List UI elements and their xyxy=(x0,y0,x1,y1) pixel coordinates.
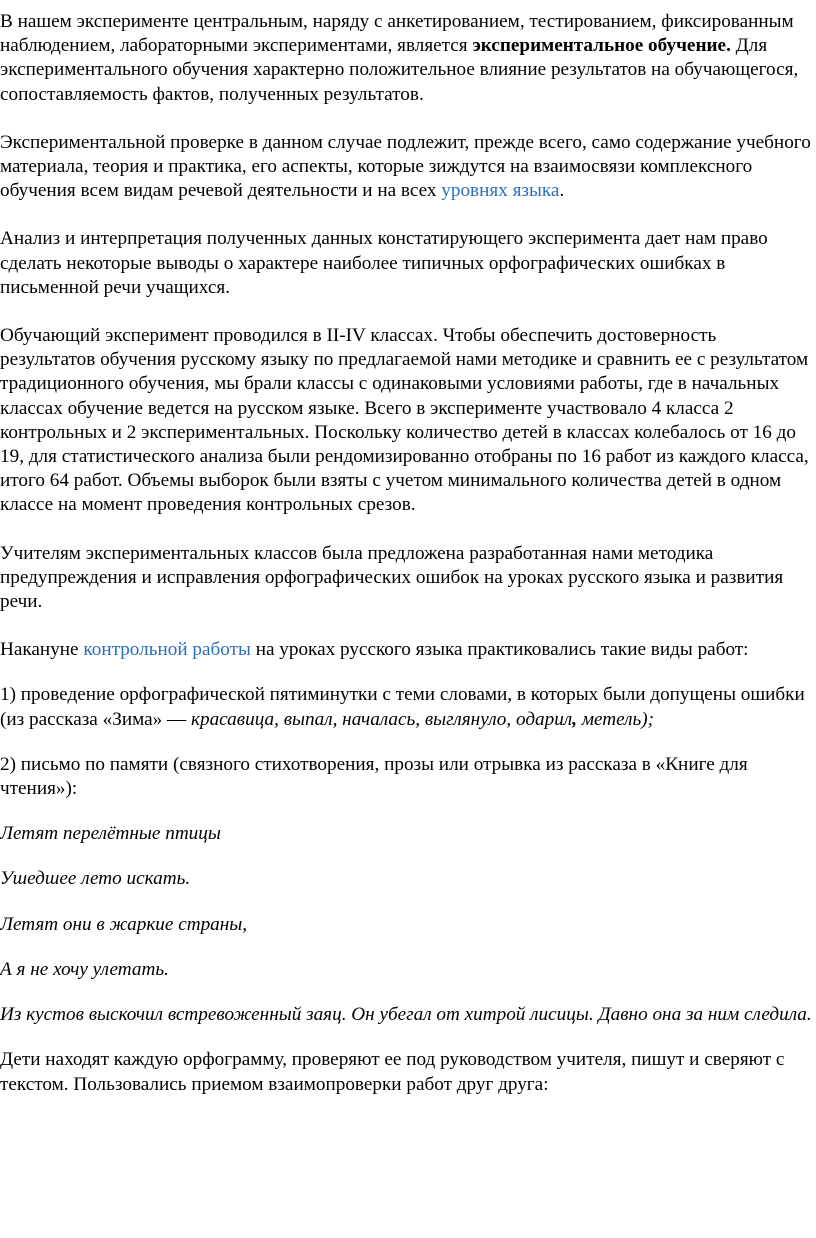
paragraph-analysis: Анализ и интерпретация полученных данных констатирующего эксперимента дает нам право сделать некоторые выводы о характере наиболее типичных орфографических ошибках в письменной речи учащихся. xyxy=(0,228,768,298)
paragraph-verification xyxy=(0,131,814,204)
italic-words: метель); xyxy=(576,708,655,730)
paragraph-teachers: Учителям экспериментальных классов была предложена разработанная нами методика предупреждения и исправления орфографических ошибок на уроках русского языка и развития речи. xyxy=(0,542,784,613)
poem-line-2 xyxy=(0,867,814,891)
poem-line-4 xyxy=(0,958,814,982)
poem-text: Летят они в жаркие страны, xyxy=(0,913,248,935)
link-test-work[interactable]: контрольной работы xyxy=(83,639,251,661)
prose-excerpt xyxy=(0,1003,814,1027)
poem-line-3 xyxy=(0,913,814,937)
poem-text: Летят перелётные птицы xyxy=(0,823,221,845)
list-item-text: 1) проведение орфографической пятиминутки с теми словами, в которых были допущены ошибки (из рассказа «Зима» — xyxy=(0,684,805,730)
link-language-levels[interactable]: уровнях языка xyxy=(441,180,560,202)
paragraph-experimental-learning xyxy=(0,10,814,107)
poem-text: Ушедшее лето искать. xyxy=(0,868,191,890)
paragraph-text: . xyxy=(559,180,565,202)
paragraph-text: Для экспериментального обучения характерно положительное влияние результатов на обучающегося, сопоставляемость фактов, полученных результатов. xyxy=(0,35,799,105)
bold-term: экспериментальное обучение. xyxy=(472,35,731,57)
paragraph-text: Накануне xyxy=(0,639,84,661)
paragraph-text: В нашем эксперименте центральным, наряду с анкетированием, тестированием, фиксированным наблюдением, лабораторными экспериментами, является xyxy=(0,11,794,57)
paragraph-before-test xyxy=(0,638,814,662)
list-item-1 xyxy=(0,683,814,731)
prose-text: Из кустов выскочил встревоженный заяц. Он убегал от хитрой лисицы. Давно она за ним следила. xyxy=(0,1004,812,1026)
poem-text: А я не хочу улетать. xyxy=(0,958,169,980)
paragraph-children-find: Дети находят каждую орфограмму, проверяют ее под руководством учителя, пишут и сверяют с текстом. Пользовались приемом взаимопроверки работ друг друга: xyxy=(0,1049,785,1095)
poem-line-1 xyxy=(0,822,814,846)
document-body xyxy=(0,10,814,1121)
paragraph-teaching-experiment: Обучающий эксперимент проводился в II-IV классах. Чтобы обеспечить достоверность результатов обучения русскому языку по предлагаемой нами методике и сравнить ее с результатом традиционного обучения, мы брали классы с одинаковыми условиями работы, где в начальных классах обучение ведется на русском языке. Всего в эксперименте участвовало 4 класса 2 контрольных и 2 экспериментальных. Поскольку количество детей в классах колебалось от 16 до 19, для статистического анализа были рендомизированно отобраны по 16 работ из каждого класса, итого 64 работ. Объемы выборок были взяты с учетом минимального количества детей в одном классе на момент проведения контрольных срезов. xyxy=(0,325,809,516)
bold-comma: , xyxy=(572,708,577,730)
paragraph-text: Экспериментальной проверке в данном случае подлежит, прежде всего, само содержание учебного материала, теория и практика, его аспекты, которые зиждутся на взаимосвязи комплексного обучения всем видам речевой деятельности и на всех xyxy=(0,131,811,202)
list-item-2: 2) письмо по памяти (связного стихотворения, прозы или отрывка из рассказа в «Книге для чтения»): xyxy=(0,753,748,800)
italic-words: красавица, выпал, началась, выглянуло, одарил xyxy=(191,708,573,730)
paragraph-text: на уроках русского языка практиковались такие виды работ: xyxy=(250,639,749,661)
